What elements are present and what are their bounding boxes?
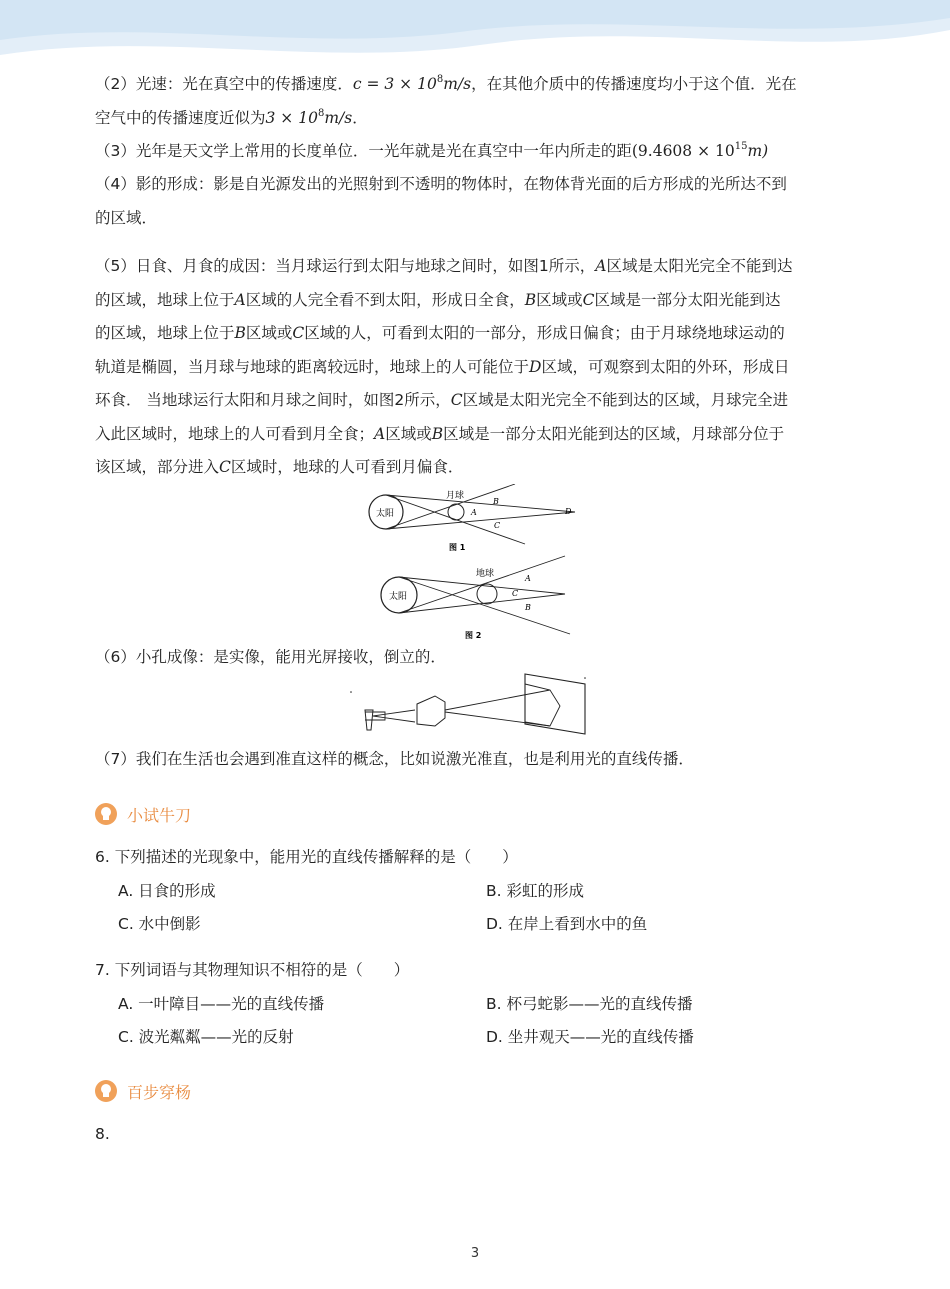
paragraph-pinhole: （6）小孔成像：是实像，能用光屏接收，倒立的． [95,648,446,666]
fig1-label-A: A [471,508,477,517]
fig2-label-A: A [525,574,531,583]
fig1-moon-label: 月球 [446,491,465,501]
figure-pinhole-imaging [345,672,595,737]
section-title-challenge: 百步穿杨 [127,1082,192,1102]
question-6-option-b[interactable]: B. 彩虹的形成 [486,882,584,900]
question-8-number: 8. [95,1125,110,1143]
fig1-caption: 图 1 [449,543,466,552]
paragraph-light-speed: （2）光速：光在真空中的传播速度．$c = 3 \times 10^8m/s$，在其他介质中的传播速度均小于这个值．光在 空气中的传播速度近似为$3 \times 10^8m/s$． [95,74,797,127]
fig2-label-C: C [512,589,519,598]
question-7-option-a[interactable]: A. 一叶障目——光的直线传播 [118,995,325,1013]
fig1-label-C: C [494,521,501,530]
figure-solar-eclipse [360,484,585,556]
paragraph-shadow: （4）影的形成：影是自光源发出的光照射到不透明的物体时，在物体背光面的后方形成的光所达不到 的区域． [95,175,787,227]
fig2-caption: 图 2 [465,631,482,640]
question-6-option-c[interactable]: C. 水中倒影 [118,915,201,933]
question-6-stem: 6. 下列描述的光现象中，能用光的直线传播解释的是（ ） [95,848,518,866]
lightbulb-icon [95,1080,117,1102]
fig1-label-B: B [493,497,499,506]
question-7-option-b[interactable]: B. 杯弓蛇影——光的直线传播 [486,995,693,1013]
fig2-label-B: B [525,603,531,612]
question-7-option-c[interactable]: C. 波光粼粼——光的反射 [118,1028,294,1046]
paragraph-light-year: （3）光年是天文学上常用的长度单位．一光年就是光在真空中一年内所走的距$(9.4608 \times 10^{15}m)$ [95,141,769,160]
paragraph-eclipse: （5）日食、月食的成因：当月球运行到太阳与地球之间时，如图1所示，A区域是太阳光完全不能到达 的区域，地球上位于A区域的人完全看不到太阳，形成日全食，B区域或C区域是一部分太阳光能到达 的区域，地球上位于B区域或C区域的人，可看到太阳的一部分，形成日偏食；由于月球绕地球运动的 轨道是椭圆，当月球与地球的距离较远时，地球上的人可能位于D区域，可观察到太阳的外环，形成日 环食． 当地球运行太阳和月球之间时，如图2所示，C区域是太阳光完全不能到达的区域，月球完全进 入此区域时，地球上的人可看到月全食；A区域或B区域是一部分太阳光能到达的区域，月球部分位于 该区域，部分进入C区域时，地球的人可看到月偏食． [95,257,793,476]
section-title-practice: 小试牛刀 [127,805,192,825]
fig1-sun-label: 太阳 [376,509,395,519]
fig1-label-D: D [565,507,572,516]
figure-lunar-eclipse [375,554,575,644]
section-header-challenge [95,1078,191,1104]
lightbulb-icon [95,803,117,825]
header-wave-decoration [0,0,950,70]
section-header-practice [95,801,191,827]
pinhole-barrier [417,696,445,726]
question-7-option-d[interactable]: D. 坐井观天——光的直线传播 [486,1028,694,1046]
page-number: 3 [470,1246,480,1261]
pinhole-screen [525,674,585,734]
paragraph-collimation: （7）我们在生活也会遇到准直这样的概念，比如说激光准直，也是利用光的直线传播． [95,750,694,768]
fig2-sun-label: 太阳 [389,592,408,602]
question-6-option-d[interactable]: D. 在岸上看到水中的鱼 [486,915,648,933]
question-7-stem: 7. 下列词语与其物理知识不 .相 .符 .的是（ ） [95,954,409,987]
fig2-earth-label: 地球 [476,569,495,579]
question-6-option-a[interactable]: A. 日食的形成 [118,882,216,900]
